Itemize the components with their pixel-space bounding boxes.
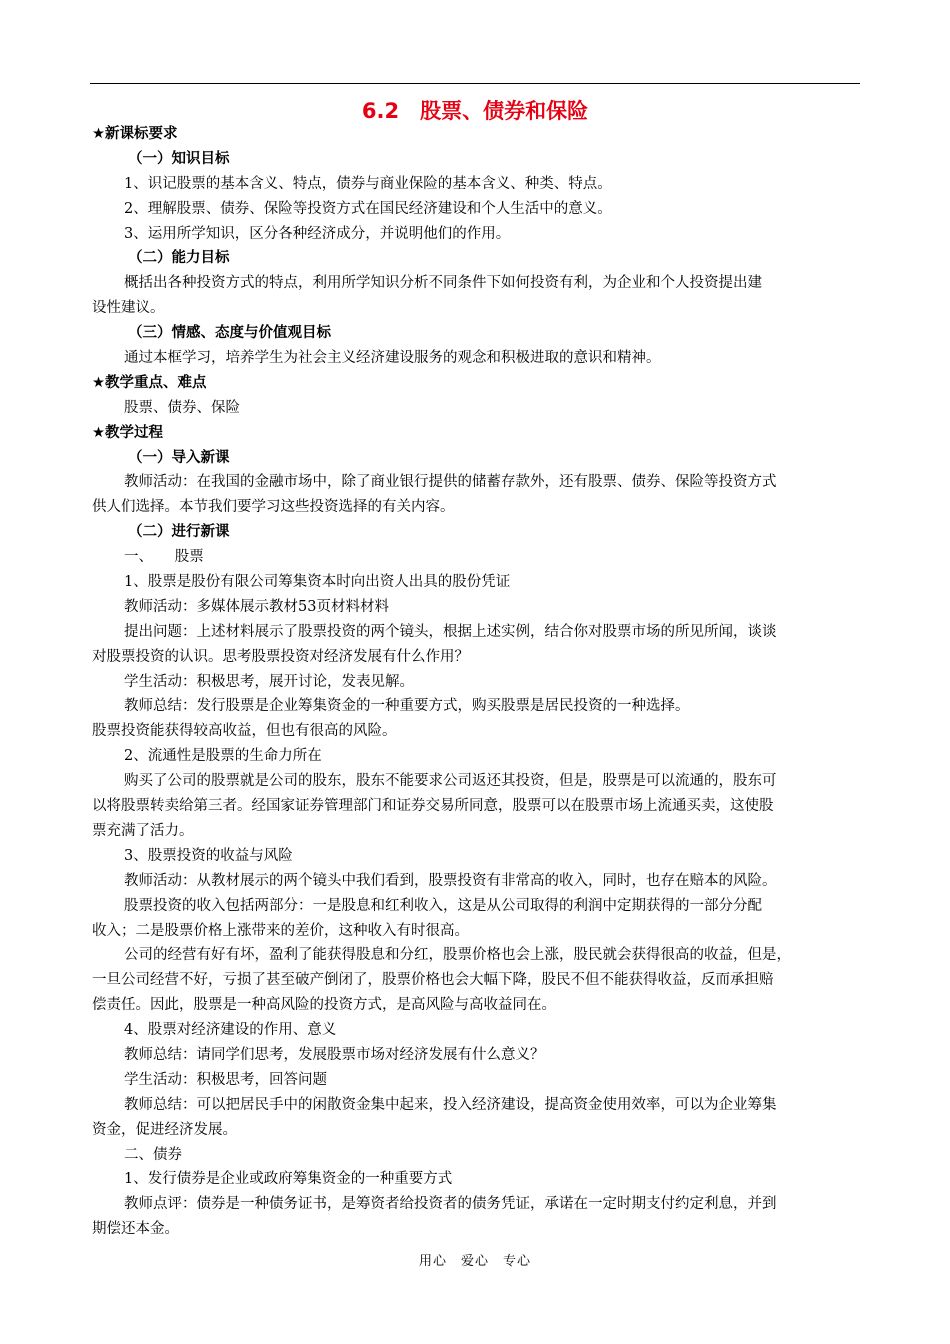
subsection-heading: （二）能力目标 xyxy=(128,250,230,267)
section-heading: ★教学重点、难点 xyxy=(92,374,207,391)
subsection-heading: （一）知识目标 xyxy=(128,150,230,167)
paragraph-line: 教师活动：从教材展示的两个镜头中我们看到，股票投资有非常高的收入，同时，也存在赔本的风险。 xyxy=(124,872,777,889)
subsection-heading: （一）导入新课 xyxy=(128,449,230,466)
subsection-heading: （三）情感、态度与价值观目标 xyxy=(128,325,331,342)
paragraph-line: 3、股票投资的收益与风险 xyxy=(124,847,293,864)
paragraph-line: 2、理解股票、债券、保险等投资方式在国民经济建设和个人生活中的意义。 xyxy=(124,200,612,217)
paragraph-line: 一旦公司经营不好，亏损了甚至破产倒闭了，股票价格也会大幅下降，股民不但不能获得收益，反而承担赔 xyxy=(92,972,774,989)
page-title: 6.2 股票、债券和保险 xyxy=(361,99,589,123)
section-heading: ★新课标要求 xyxy=(92,126,178,142)
section-heading: ★教学过程 xyxy=(92,424,163,441)
paragraph-line: 购买了公司的股票就是公司的股东，股东不能要求公司返还其投资，但是，股票是可以流通的，股东可 xyxy=(124,773,777,790)
paragraph-line: 教师总结：发行股票是企业筹集资金的一种重要方式，购买股票是居民投资的一种选择。 xyxy=(124,698,690,715)
paragraph-line: 教师总结：可以把居民手中的闲散资金集中起来，投入经济建设，提高资金使用效率，可以为企业筹集 xyxy=(124,1096,777,1113)
paragraph-line: 学生活动：积极思考，展开讨论，发表见解。 xyxy=(124,673,414,690)
paragraph-line: 学生活动：积极思考，回答问题 xyxy=(124,1071,327,1088)
document-body xyxy=(92,122,862,1242)
paragraph-line: 1、股票是股份有限公司筹集资本时向出资人出具的股份凭证 xyxy=(124,574,511,591)
paragraph-line: 4、股票对经济建设的作用、意义 xyxy=(124,1022,337,1039)
paragraph-line: 一、 股票 xyxy=(124,549,204,566)
paragraph-line: 股票投资能获得较高收益，但也有很高的风险。 xyxy=(92,723,397,740)
paragraph-line: 概括出各种投资方式的特点，利用所学知识分析不同条件下如何投资有利，为企业和个人投资提出建 xyxy=(124,275,762,292)
paragraph-line: 供人们选择。本节我们要学习这些投资选择的有关内容。 xyxy=(92,499,455,516)
paragraph-line: 设性建议。 xyxy=(92,300,165,317)
paragraph-line: 3、运用所学知识，区分各种经济成分，并说明他们的作用。 xyxy=(124,225,511,242)
page-footer: 用心 爱心 专心 xyxy=(418,1254,531,1269)
paragraph-line: 票充满了活力。 xyxy=(92,822,194,839)
paragraph-line: 教师点评：债券是一种债务证书，是筹资者给投资者的债务凭证，承诺在一定时期支付约定利息，并到 xyxy=(124,1196,777,1213)
paragraph-line: 股票投资的收入包括两部分：一是股息和红利收入，这是从公司取得的利润中定期获得的一部分分配 xyxy=(124,897,762,914)
header-rule xyxy=(90,83,860,84)
paragraph-line: 教师总结：请同学们思考，发展股票市场对经济发展有什么意义？ xyxy=(124,1046,545,1063)
paragraph-line: 偿责任。因此，股票是一种高风险的投资方式，是高风险与高收益同在。 xyxy=(92,997,556,1014)
paragraph-line: 期偿还本金。 xyxy=(92,1221,179,1238)
paragraph-line: 教师活动：在我国的金融市场中，除了商业银行提供的储蓄存款外，还有股票、债券、保险等投资方式 xyxy=(124,474,777,491)
paragraph-line: 1、发行债券是企业或政府筹集资金的一种重要方式 xyxy=(124,1171,453,1188)
paragraph-line: 通过本框学习，培养学生为社会主义经济建设服务的观念和积极进取的意识和精神。 xyxy=(124,350,661,367)
paragraph-line: 教师活动：多媒体展示教材53页材料材料 xyxy=(124,598,389,615)
paragraph-line: 二、债券 xyxy=(124,1146,182,1163)
subsection-heading: （二）进行新课 xyxy=(128,524,230,541)
paragraph-line: 提出问题：上述材料展示了股票投资的两个镜头，根据上述实例，结合你对股票市场的所见所闻，谈谈 xyxy=(124,623,777,640)
paragraph-line: 对股票投资的认识。思考股票投资对经济发展有什么作用？ xyxy=(92,648,469,665)
paragraph-line: 资金，促进经济发展。 xyxy=(92,1121,237,1138)
paragraph-line: 公司的经营有好有坏，盈利了能获得股息和分红，股票价格也会上涨，股民就会获得很高的收益，但是， xyxy=(124,947,791,964)
paragraph-line: 1、识记股票的基本含义、特点，债券与商业保险的基本含义、种类、特点。 xyxy=(124,175,612,192)
paragraph-line: 2、流通性是股票的生命力所在 xyxy=(124,748,322,765)
paragraph-line: 收入；二是股票价格上涨带来的差价，这种收入有时很高。 xyxy=(92,922,469,939)
paragraph-line: 以将股票转卖给第三者。经国家证券管理部门和证券交易所同意，股票可以在股票市场上流通买卖，这使股 xyxy=(92,798,774,815)
paragraph-line: 股票、债券、保险 xyxy=(124,399,240,416)
